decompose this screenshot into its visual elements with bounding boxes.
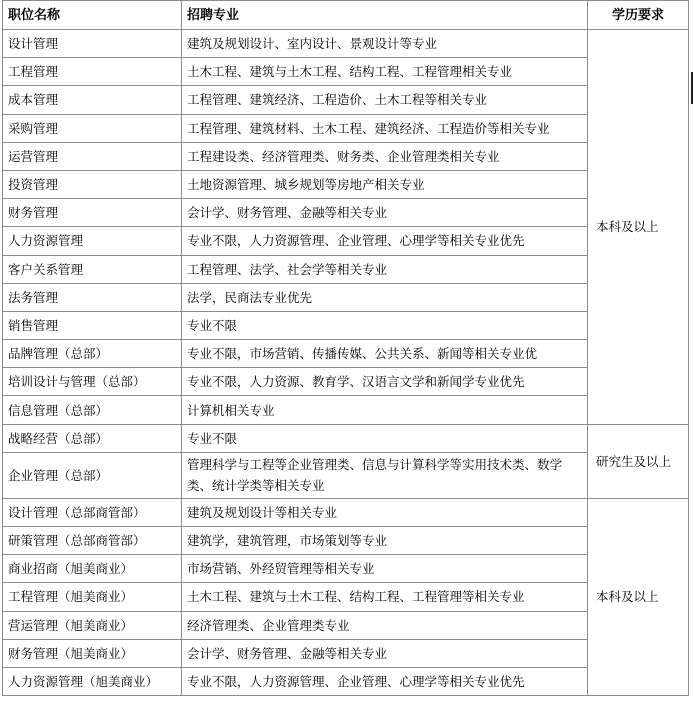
position-cell: 采购管理 bbox=[3, 114, 182, 142]
position-cell: 营运管理（旭美商业） bbox=[3, 611, 182, 639]
position-cell: 人力资源管理 bbox=[3, 227, 182, 255]
table-row bbox=[3, 58, 689, 86]
table-row bbox=[3, 498, 689, 526]
position-cell: 企业管理（总部） bbox=[3, 452, 182, 498]
table-row bbox=[3, 340, 689, 368]
major-cell: 会计学、财务管理、金融等相关专业 bbox=[182, 639, 588, 667]
major-cell: 专业不限 bbox=[182, 311, 588, 339]
table-row bbox=[3, 527, 689, 555]
table-row bbox=[3, 283, 689, 311]
major-cell: 市场营销、外经贸管理等相关专业 bbox=[182, 555, 588, 583]
major-cell: 专业不限，市场营销、传播传媒、公共关系、新闻等相关专业优 bbox=[182, 340, 588, 368]
position-cell: 战略经营（总部） bbox=[3, 424, 182, 452]
major-cell: 法学，民商法专业优先 bbox=[182, 283, 588, 311]
major-cell: 土木工程、建筑与土木工程、结构工程、工程管理相关专业 bbox=[182, 58, 588, 86]
major-cell: 工程管理、建筑经济、工程造价、土木工程等相关专业 bbox=[182, 86, 588, 114]
table-row bbox=[3, 170, 689, 198]
position-cell: 财务管理（旭美商业） bbox=[3, 639, 182, 667]
table-row bbox=[3, 452, 689, 498]
table-row bbox=[3, 639, 689, 667]
position-cell: 品牌管理（总部） bbox=[3, 340, 182, 368]
table-row bbox=[3, 199, 689, 227]
education-cell: 本科及以上 bbox=[588, 498, 689, 695]
position-cell: 信息管理（总部） bbox=[3, 396, 182, 424]
major-cell: 建筑及规划设计、室内设计、景观设计等专业 bbox=[182, 30, 588, 58]
table-row bbox=[3, 583, 689, 611]
table-row bbox=[3, 611, 689, 639]
header-position: 职位名称 bbox=[3, 1, 182, 30]
major-cell: 管理科学与工程等企业管理类、信息与计算科学等实用技术类、数学类、统计学类等相关专业 bbox=[182, 452, 588, 498]
position-cell: 工程管理（旭美商业） bbox=[3, 583, 182, 611]
position-cell: 财务管理 bbox=[3, 199, 182, 227]
position-cell: 成本管理 bbox=[3, 86, 182, 114]
position-cell: 研策管理（总部商管部） bbox=[3, 527, 182, 555]
position-cell: 设计管理 bbox=[3, 30, 182, 58]
header-row bbox=[3, 1, 689, 30]
table-row bbox=[3, 255, 689, 283]
major-cell: 工程建设类、经济管理类、财务类、企业管理类相关专业 bbox=[182, 142, 588, 170]
education-cell: 研究生及以上 bbox=[588, 424, 689, 498]
header-education: 学历要求 bbox=[588, 1, 689, 30]
major-cell: 专业不限，人力资源、教育学、汉语言文学和新闻学专业优先 bbox=[182, 368, 588, 396]
major-cell: 工程管理、法学、社会学等相关专业 bbox=[182, 255, 588, 283]
major-cell: 工程管理、建筑材料、土木工程、建筑经济、工程造价等相关专业 bbox=[182, 114, 588, 142]
position-cell: 运营管理 bbox=[3, 142, 182, 170]
header-major: 招聘专业 bbox=[182, 1, 588, 30]
table-row bbox=[3, 667, 689, 695]
major-cell: 土木工程、建筑与土木工程、结构工程、工程管理等相关专业 bbox=[182, 583, 588, 611]
table-row bbox=[3, 555, 689, 583]
table-row bbox=[3, 86, 689, 114]
position-cell: 销售管理 bbox=[3, 311, 182, 339]
position-cell: 客户关系管理 bbox=[3, 255, 182, 283]
major-cell: 计算机相关专业 bbox=[182, 396, 588, 424]
table-row bbox=[3, 424, 689, 452]
position-cell: 商业招商（旭美商业） bbox=[3, 555, 182, 583]
table-row bbox=[3, 142, 689, 170]
position-cell: 人力资源管理（旭美商业） bbox=[3, 667, 182, 695]
major-cell: 建筑学，建筑管理，市场策划等专业 bbox=[182, 527, 588, 555]
recruitment-table bbox=[2, 0, 689, 696]
table-row bbox=[3, 311, 689, 339]
major-cell: 经济管理类、企业管理类专业 bbox=[182, 611, 588, 639]
major-cell: 专业不限 bbox=[182, 424, 588, 452]
position-cell: 设计管理（总部商管部） bbox=[3, 498, 182, 526]
position-cell: 投资管理 bbox=[3, 170, 182, 198]
table-row bbox=[3, 396, 689, 424]
education-cell: 本科及以上 bbox=[588, 30, 689, 425]
major-cell: 专业不限，人力资源管理、企业管理、心理学等相关专业优先 bbox=[182, 227, 588, 255]
major-cell: 建筑及规划设计等相关专业 bbox=[182, 498, 588, 526]
position-cell: 法务管理 bbox=[3, 283, 182, 311]
major-cell: 专业不限，人力资源管理、企业管理、心理学等相关专业优先 bbox=[182, 667, 588, 695]
major-cell: 会计学、财务管理、金融等相关专业 bbox=[182, 199, 588, 227]
table-row bbox=[3, 368, 689, 396]
position-cell: 培训设计与管理（总部） bbox=[3, 368, 182, 396]
table-row bbox=[3, 30, 689, 58]
table-row bbox=[3, 227, 689, 255]
position-cell: 工程管理 bbox=[3, 58, 182, 86]
major-cell: 土地资源管理、城乡规划等房地产相关专业 bbox=[182, 170, 588, 198]
table-row bbox=[3, 114, 689, 142]
